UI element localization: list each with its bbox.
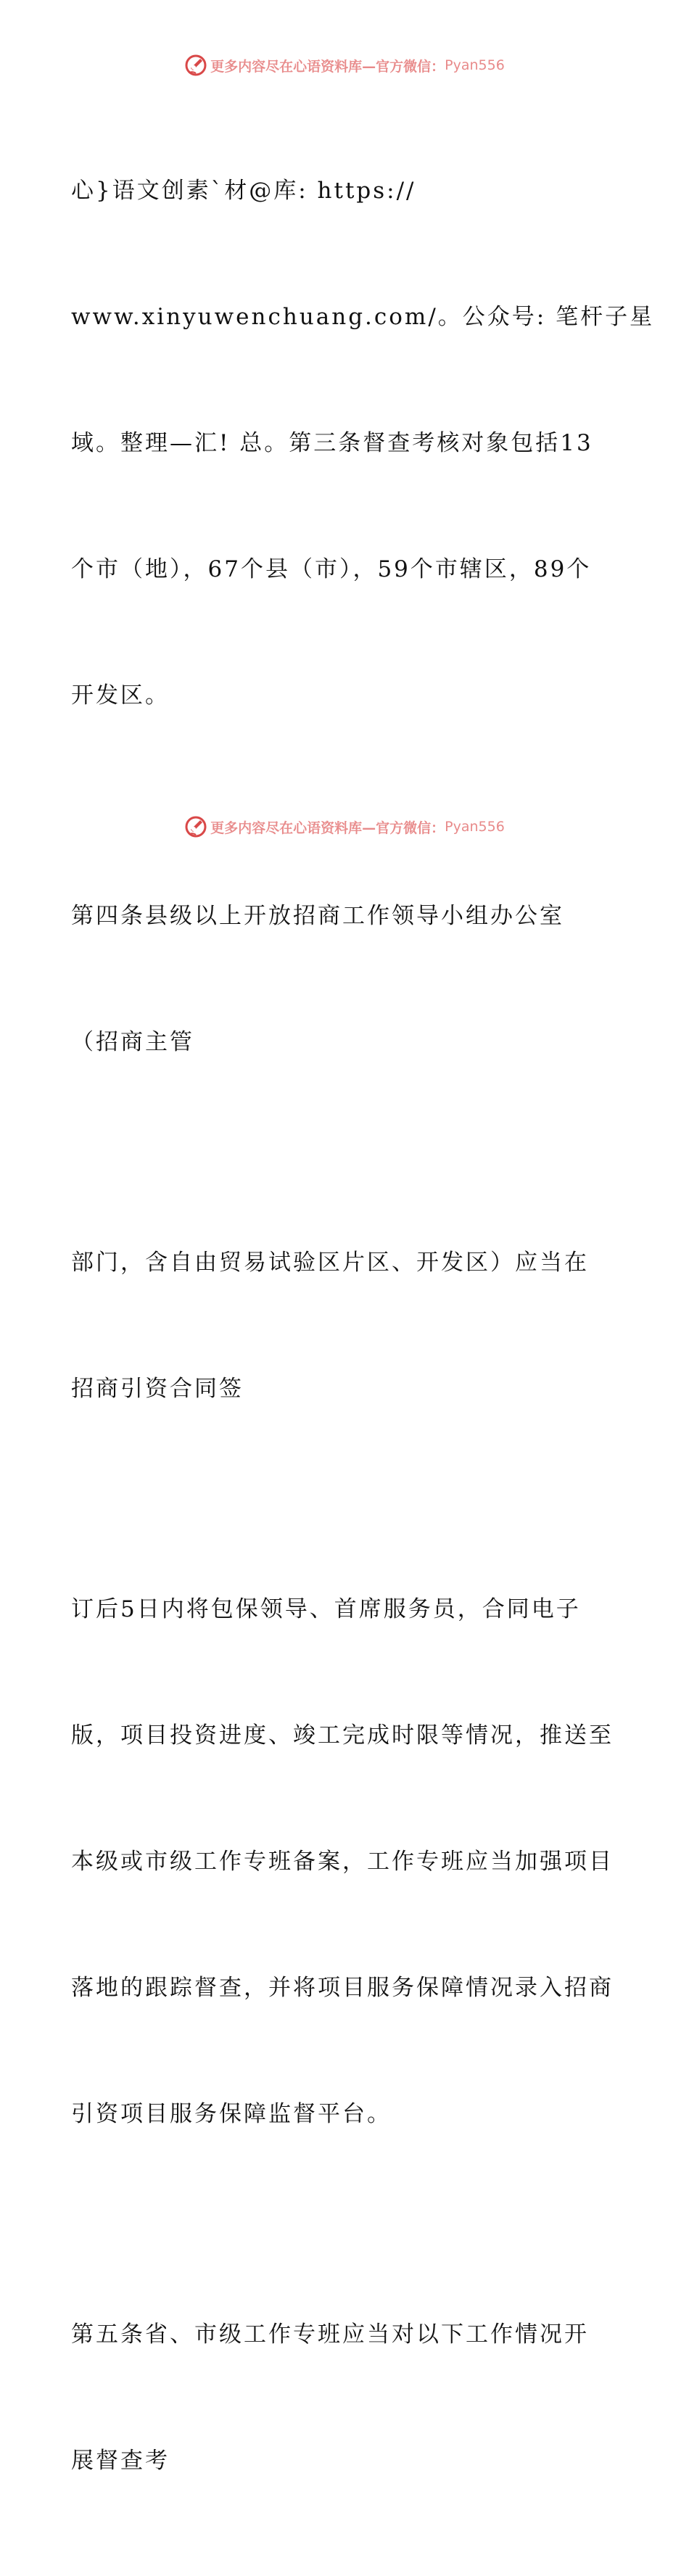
watermark-wechat-id: Pyan556	[445, 819, 505, 835]
text-line: 域。整理—汇! 总。第三条督查考核对象包括13	[71, 430, 593, 456]
text-line: 第五条省、市级工作专班应当对以下工作情况开	[71, 2321, 589, 2348]
paragraph-5	[71, 2229, 622, 2566]
watermark-wechat-id: Pyan556	[445, 57, 505, 73]
text-line: www.xinyuwenchuang.com/。公众号: 笔杆子星	[71, 304, 655, 330]
text-line: 心}语文创素`材@库: https://	[71, 178, 416, 204]
watermark-text: 更多内容尽在心语资料库—官方微信：	[210, 820, 445, 836]
red-circle-brush-logo-icon	[184, 54, 207, 77]
text-line: 第四条县级以上开放招商工作领导小组办公室	[71, 903, 564, 929]
header-watermark	[0, 51, 689, 80]
text-line: 订后5日内将包保领导、首席服务员，合同电子	[71, 1596, 581, 1622]
text-line: 招商引资合同签	[71, 1376, 244, 1402]
paragraph-3	[71, 1157, 622, 1494]
paragraph-1	[71, 86, 655, 801]
text-line: 个市（地），67个县（市），59个市辖区，89个	[71, 556, 592, 582]
paragraph-4	[71, 1504, 622, 2219]
red-circle-brush-logo-icon	[184, 815, 207, 838]
text-line: 落地的跟踪督查，并将项目服务保障情况录入招商	[71, 1975, 614, 2001]
text-line: 本级或市级工作专班备案，工作专班应当加强项目	[71, 1849, 614, 1875]
text-line: （招商主管	[71, 1029, 194, 1055]
text-line: 开发区。	[71, 682, 170, 709]
text-line: 展督查考	[71, 2448, 170, 2474]
document-body	[71, 86, 655, 2576]
text-line: 版，项目投资进度、竣工完成时限等情况，推送至	[71, 1722, 614, 1749]
watermark-text: 更多内容尽在心语资料库—官方微信：	[210, 58, 445, 75]
paragraph-2	[71, 811, 622, 1147]
text-line: 部门，含自由贸易试验区片区、开发区）应当在	[71, 1250, 589, 1276]
footer-watermark	[0, 812, 689, 841]
text-line: 引资项目服务保障监督平台。	[71, 2101, 392, 2127]
